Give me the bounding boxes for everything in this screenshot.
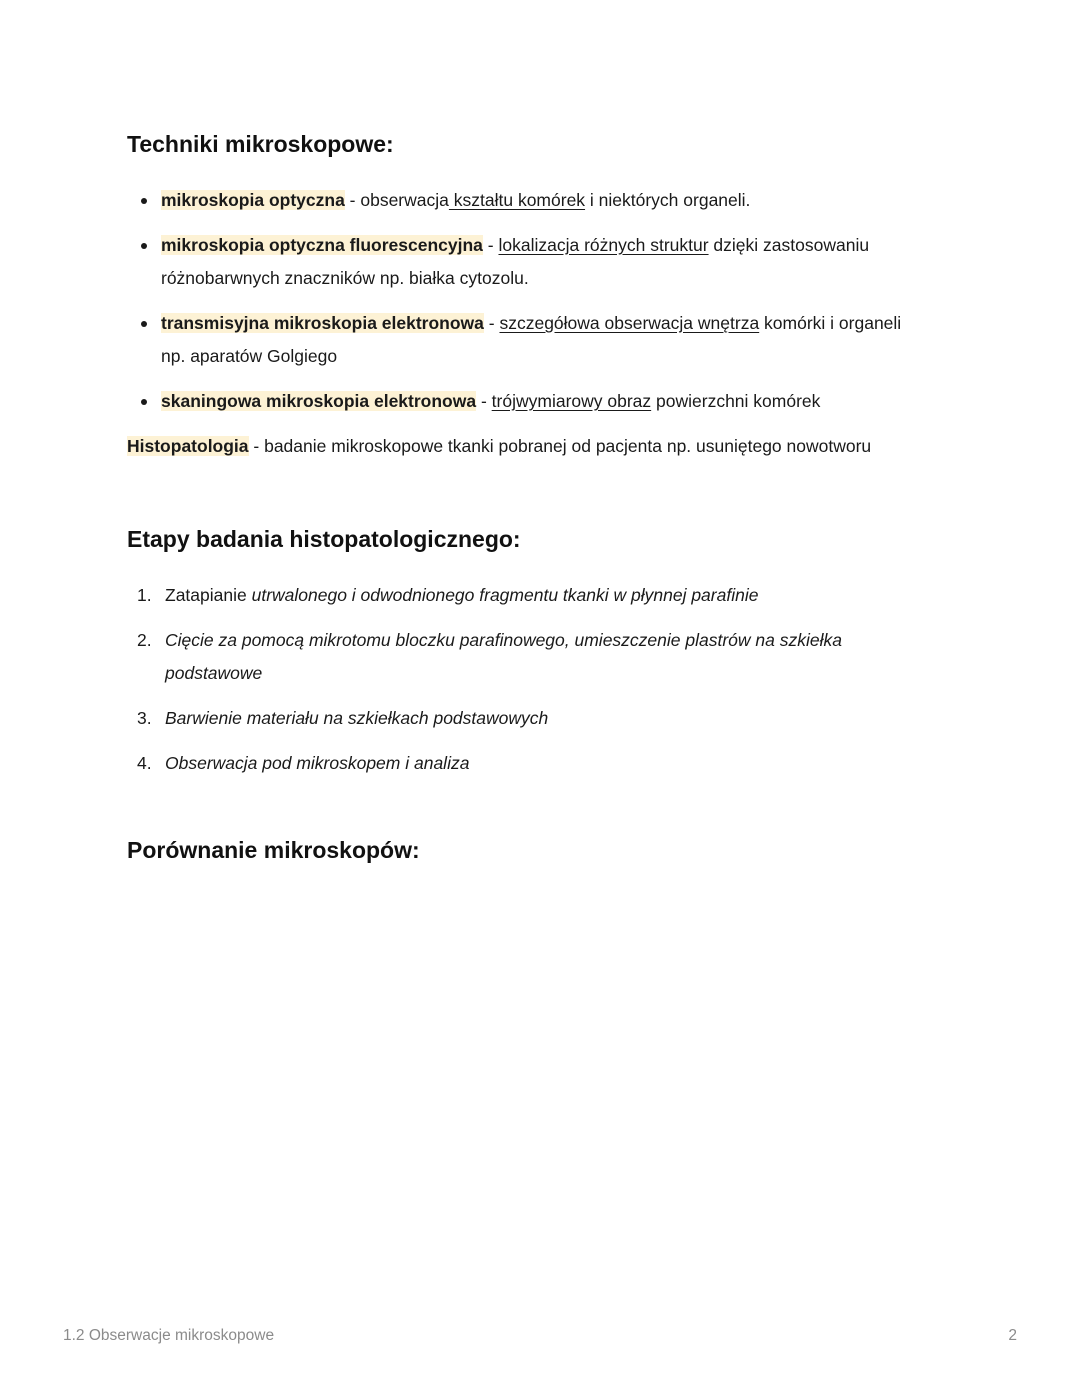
item-number: 4. — [137, 753, 152, 773]
item-text — [165, 579, 758, 612]
bullet-icon — [141, 243, 147, 249]
footer-section-label: 1.2 Obserwacje mikroskopowe — [63, 1327, 275, 1344]
heading-etapy-badania: Etapy badania histopatologicznego: — [127, 526, 521, 552]
item-number: 1. — [137, 585, 152, 605]
numbered-item — [127, 579, 920, 612]
text-run: - badanie mikroskopowe tkanki pobranej od pacjenta np. usuniętego nowotworu — [248, 436, 872, 456]
bullet-icon — [141, 198, 147, 204]
text-run: - — [476, 391, 492, 411]
text-run: Cięcie za pomocą mikrotomu bloczku parafinowego, umieszczenie plastrów na szkiełka podstawowe — [165, 630, 842, 683]
text-run: - obserwacja — [344, 190, 449, 210]
text-run: skaningowa mikroskopia elektronowa — [161, 391, 477, 411]
text-run: Zatapianie — [165, 585, 252, 605]
item-text — [165, 702, 548, 735]
etapy-numbered-list — [127, 579, 920, 780]
text-run: dzięki zastosowaniu różnobarwnych znaczników np. białka cytozolu. — [161, 235, 870, 288]
heading-techniki-mikroskopowe: Techniki mikroskopowe: — [127, 131, 394, 157]
text-run: powierzchni komórek — [651, 391, 821, 411]
item-text — [165, 747, 469, 780]
text-run: szczegółowa obserwacja wnętrza — [499, 313, 760, 333]
bullet-text — [161, 307, 920, 373]
histopatologia-paragraph — [127, 430, 920, 463]
item-text — [165, 624, 920, 690]
text-run: Barwienie materiału na szkiełkach podstawowych — [165, 708, 549, 728]
bullet-item — [127, 184, 920, 217]
text-run: transmisyjna mikroskopia elektronowa — [161, 313, 484, 333]
text-run: Histopatologia — [127, 436, 249, 456]
techniki-bullet-list — [127, 184, 920, 418]
text-run: lokalizacja różnych struktur — [498, 235, 709, 255]
text-run: mikroskopia optyczna — [161, 190, 345, 210]
bullet-text — [161, 229, 920, 295]
bullet-icon — [141, 399, 147, 405]
text-run: kształtu komórek — [448, 190, 586, 210]
text-run: trójwymiarowy obraz — [491, 391, 652, 411]
footer-page-number: 2 — [1008, 1327, 1017, 1344]
bullet-icon — [141, 321, 147, 327]
bullet-item — [127, 307, 920, 373]
page-footer — [63, 1327, 1017, 1345]
text-run: - — [482, 235, 499, 255]
bullet-item — [127, 229, 920, 295]
numbered-item — [127, 702, 920, 735]
numbered-item — [127, 747, 920, 780]
numbered-item — [127, 624, 920, 690]
text-run: mikroskopia optyczna fluorescencyjna — [161, 235, 483, 255]
text-run: - — [483, 313, 500, 333]
heading-porownanie-mikroskopow: Porównanie mikroskopów: — [127, 837, 420, 863]
bullet-text — [161, 184, 750, 217]
item-number: 3. — [137, 708, 152, 728]
item-number: 2. — [137, 630, 152, 650]
bullet-item — [127, 385, 920, 418]
text-run: utrwalonego i odwodnionego fragmentu tkanki w płynnej parafinie — [251, 585, 759, 605]
text-run: i niektórych organeli. — [585, 190, 751, 210]
text-run: Obserwacja pod mikroskopem i analiza — [165, 753, 470, 773]
text-run: komórki i organeli np. aparatów Golgiego — [161, 313, 902, 366]
bullet-text — [161, 385, 820, 418]
